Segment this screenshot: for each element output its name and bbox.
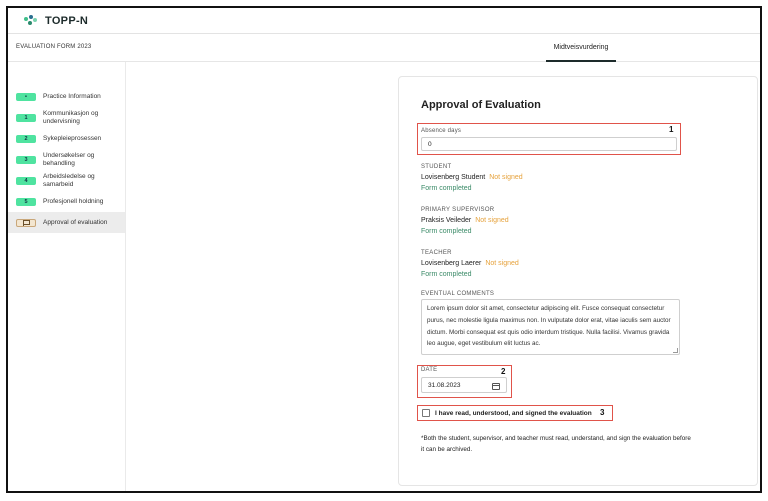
sidebar-item-label: Arbeidsledelse og samarbeid (43, 173, 95, 188)
page-title: Approval of Evaluation (421, 99, 541, 111)
supervisor-name-text: Praksis Veileder (421, 217, 472, 224)
teacher-role-label: TEACHER (421, 250, 452, 256)
sidebar-item-label: Undersøkelser og behandling (43, 152, 95, 167)
supervisor-sign-status: Not signed (475, 217, 509, 224)
sidebar-item-label: Sykepleieprosessen (43, 134, 102, 142)
date-value: 31.08.2023 (428, 381, 461, 389)
callout-number-1: 1 (669, 125, 674, 134)
sidebar-item-sykepleieprosessen[interactable] (8, 128, 125, 149)
sidebar-item-kommunikasjon[interactable] (8, 107, 125, 128)
sidebar-item-arbeidsledelse[interactable] (8, 170, 125, 191)
student-name-text: Lovisenberg Student (421, 174, 486, 181)
absence-days-label: Absence days (421, 128, 462, 134)
section-badge: 2 (16, 135, 36, 143)
tab-midtveisvurdering[interactable]: Midtveisvurdering (546, 34, 616, 62)
sidebar-item-profesjonell-holdning[interactable] (8, 191, 125, 212)
sidebar-item-practice-information[interactable] (8, 86, 125, 107)
topp-n-logo-icon (24, 15, 38, 27)
teacher-sign-status: Not signed (485, 260, 519, 267)
supervisor-role-label: PRIMARY SUPERVISOR (421, 207, 495, 213)
section-badge: 1 (16, 114, 36, 122)
sidebar-item-label: Profesjonell holdning (43, 197, 104, 205)
student-form-status: Form completed (421, 185, 472, 192)
confirm-checkbox[interactable] (422, 409, 430, 417)
teacher-form-status: Form completed (421, 271, 472, 278)
app-name: TOPP-N (45, 14, 89, 27)
section-badge (16, 219, 36, 227)
student-sign-status: Not signed (489, 174, 523, 181)
archive-note: *Both the student, supervisor, and teacher must read, understand, and sign the evaluation before it can be archived. (421, 435, 691, 453)
flag-icon (23, 220, 30, 226)
app-window (6, 6, 762, 493)
sidebar-item-label: Approval of evaluation (43, 218, 108, 226)
section-badge: 4 (16, 177, 36, 185)
student-name (421, 174, 523, 181)
comments-textarea[interactable] (421, 299, 680, 355)
date-input[interactable] (421, 377, 507, 393)
form-header (8, 34, 760, 62)
absence-days-input[interactable]: 0 (421, 137, 677, 151)
comments-text: Lorem ipsum dolor sit amet, consectetur adipiscing elit. Fusce consequat consectetur purus, nec molestie ligula maximus non. In vulputate dolor erat, vitae iaculis sem auctor dictum. Morbi consequat est quis odio interdum tristique. Nulla facilisi. Vivamus gravida leo augue, eget vestibulum elit luctus ac. (427, 305, 671, 348)
approval-card (398, 76, 758, 486)
section-badge: 5 (16, 198, 36, 206)
supervisor-form-status: Form completed (421, 228, 472, 235)
student-role-label: STUDENT (421, 164, 452, 170)
sidebar-item-approval-of-evaluation[interactable] (8, 212, 125, 233)
callout-number-3: 3 (600, 408, 605, 417)
form-name: EVALUATION FORM 2023 (16, 44, 92, 50)
date-label: DATE (421, 367, 438, 373)
callout-number-2: 2 (501, 367, 506, 376)
resize-handle-icon[interactable] (673, 348, 678, 353)
calendar-icon[interactable] (492, 383, 500, 390)
sidebar (8, 62, 126, 493)
teacher-name-text: Lovisenberg Laerer (421, 260, 482, 267)
sidebar-item-undersokelser[interactable] (8, 149, 125, 170)
confirm-checkbox-label[interactable]: I have read, understood, and signed the evaluation (435, 410, 592, 417)
section-badge: 3 (16, 156, 36, 164)
teacher-name (421, 260, 519, 267)
section-badge: • (16, 93, 36, 101)
sidebar-item-label: Kommunikasjon og undervisning (43, 110, 99, 125)
top-bar (8, 8, 760, 34)
comments-label: EVENTUAL COMMENTS (421, 291, 495, 297)
supervisor-name (421, 217, 509, 224)
sidebar-item-label: Practice Information (43, 92, 101, 100)
